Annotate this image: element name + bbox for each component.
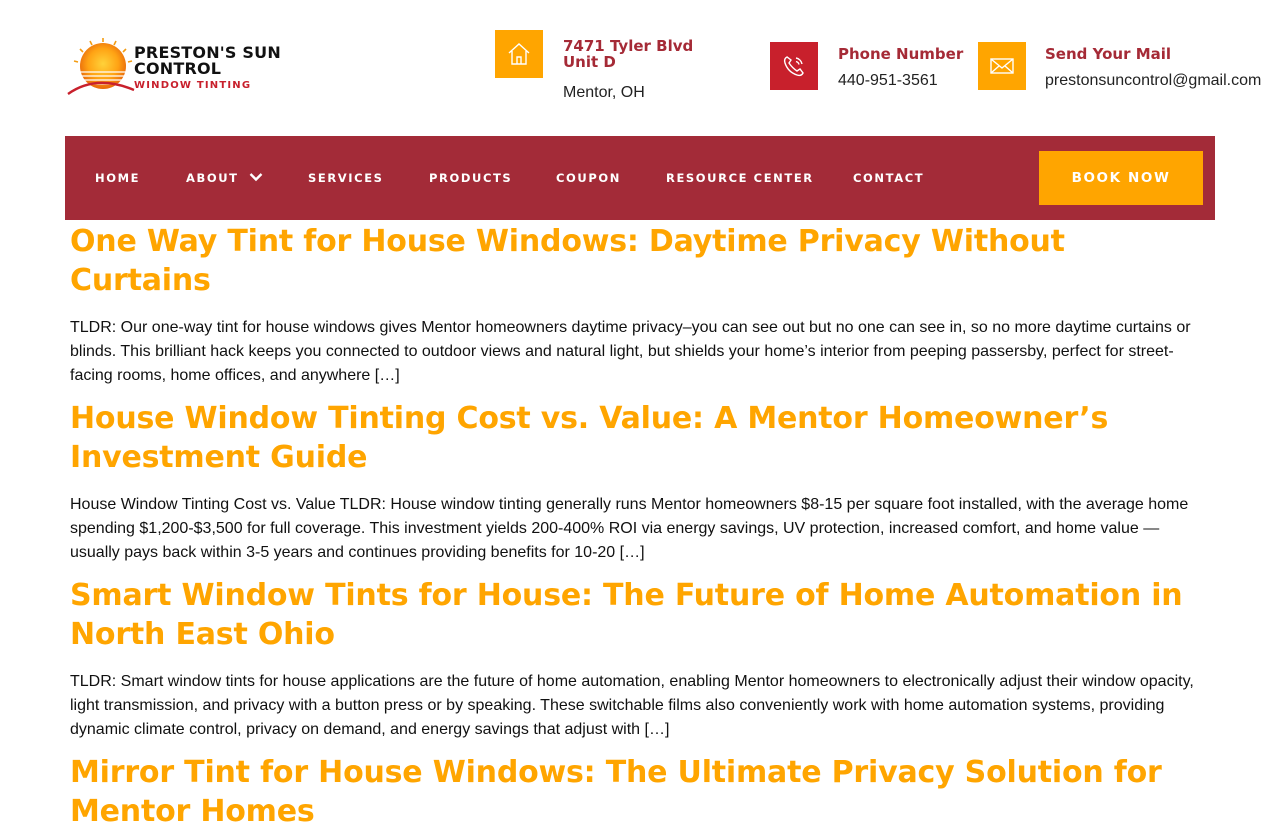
post-title-link[interactable]: One Way Tint for House Windows: Daytime Privacy Without Curtains [70, 224, 1065, 298]
post-item [70, 222, 1210, 388]
nav-label: SERVICES [308, 171, 384, 185]
nav-label: ABOUT [186, 171, 239, 185]
address-line1: 7471 Tyler Blvd [563, 37, 694, 55]
nav-item-coupon[interactable] [556, 136, 621, 220]
nav-label: CONTACT [853, 171, 925, 185]
mail-block[interactable] [978, 42, 1278, 98]
post-title-link[interactable]: House Window Tinting Cost vs. Value: A Mentor Homeowner’s Investment Guide [70, 401, 1109, 475]
nav-item-home[interactable] [95, 136, 140, 220]
home-icon [495, 30, 543, 78]
book-now-button[interactable]: BOOK NOW [1039, 151, 1203, 205]
nav-label: RESOURCE CENTER [666, 171, 814, 185]
phone-icon [770, 42, 818, 90]
logo-tagline: WINDOW TINTING [134, 80, 252, 91]
post-item [70, 576, 1210, 742]
logo-text-line2: CONTROL [134, 59, 222, 78]
phone-title: Phone Number [838, 45, 964, 63]
logo-text-line1: PRESTON'S SUN [134, 43, 281, 62]
nav-item-services[interactable] [308, 136, 384, 220]
chevron-down-icon [249, 171, 263, 185]
mail-address[interactable]: prestonsuncontrol@gmail.com [1045, 72, 1262, 89]
post-item [70, 753, 1210, 831]
nav-label: COUPON [556, 171, 621, 185]
post-excerpt: TLDR: Smart window tints for house applications are the future of home automation, enabling Mentor homeowners to electronically adjust their window opacity, light transmission, and privacy with a button press or by speaking. These switchable films also conveniently work with home automation systems, providing dynamic climate control, privacy on demand, and energy savings that adjust with […] [70, 673, 1194, 738]
nav-label: PRODUCTS [429, 171, 513, 185]
site-logo[interactable] [66, 36, 286, 98]
nav-item-about[interactable] [186, 136, 263, 220]
post-title-link[interactable]: Mirror Tint for House Windows: The Ultimate Privacy Solution for Mentor Homes [70, 755, 1162, 829]
address-line2: Unit D [563, 53, 616, 71]
nav-item-products[interactable] [429, 136, 512, 220]
phone-block[interactable] [770, 42, 970, 98]
sun-logo-icon [66, 36, 136, 98]
mail-icon [978, 42, 1026, 90]
nav-item-contact[interactable] [853, 136, 924, 220]
nav-label: HOME [95, 171, 141, 185]
main-navigation [65, 136, 1215, 220]
phone-number[interactable]: 440-951-3561 [838, 72, 938, 89]
post-title-link[interactable]: Smart Window Tints for House: The Future of Home Automation in North East Ohio [70, 578, 1183, 652]
post-excerpt: House Window Tinting Cost vs. Value TLDR: House window tinting generally runs Mentor homeowners $8-15 per square foot installed, with the average home spending $1,200-$3,500 for full coverage. This investment yields 200-400% ROI via energy savings, UV protection, increased comfort, and home value — usually pays back within 3-5 years and continues providing benefits for 10-20 […] [70, 496, 1189, 561]
post-excerpt: TLDR: Our one-way tint for house windows gives Mentor homeowners daytime privacy–you can see out but no one can see in, so no more daytime curtains or blinds. This brilliant hack keeps you connected to outdoor views and natural light, but shields your home’s interior from peeping passersby, perfect for street-facing rooms, home offices, and anywhere […] [70, 319, 1191, 384]
address-city: Mentor, OH [563, 84, 645, 101]
mail-title: Send Your Mail [1045, 45, 1172, 63]
nav-item-resource-center[interactable] [666, 136, 814, 220]
post-item [70, 399, 1210, 565]
address-block [495, 30, 755, 110]
post-list [70, 222, 1210, 831]
